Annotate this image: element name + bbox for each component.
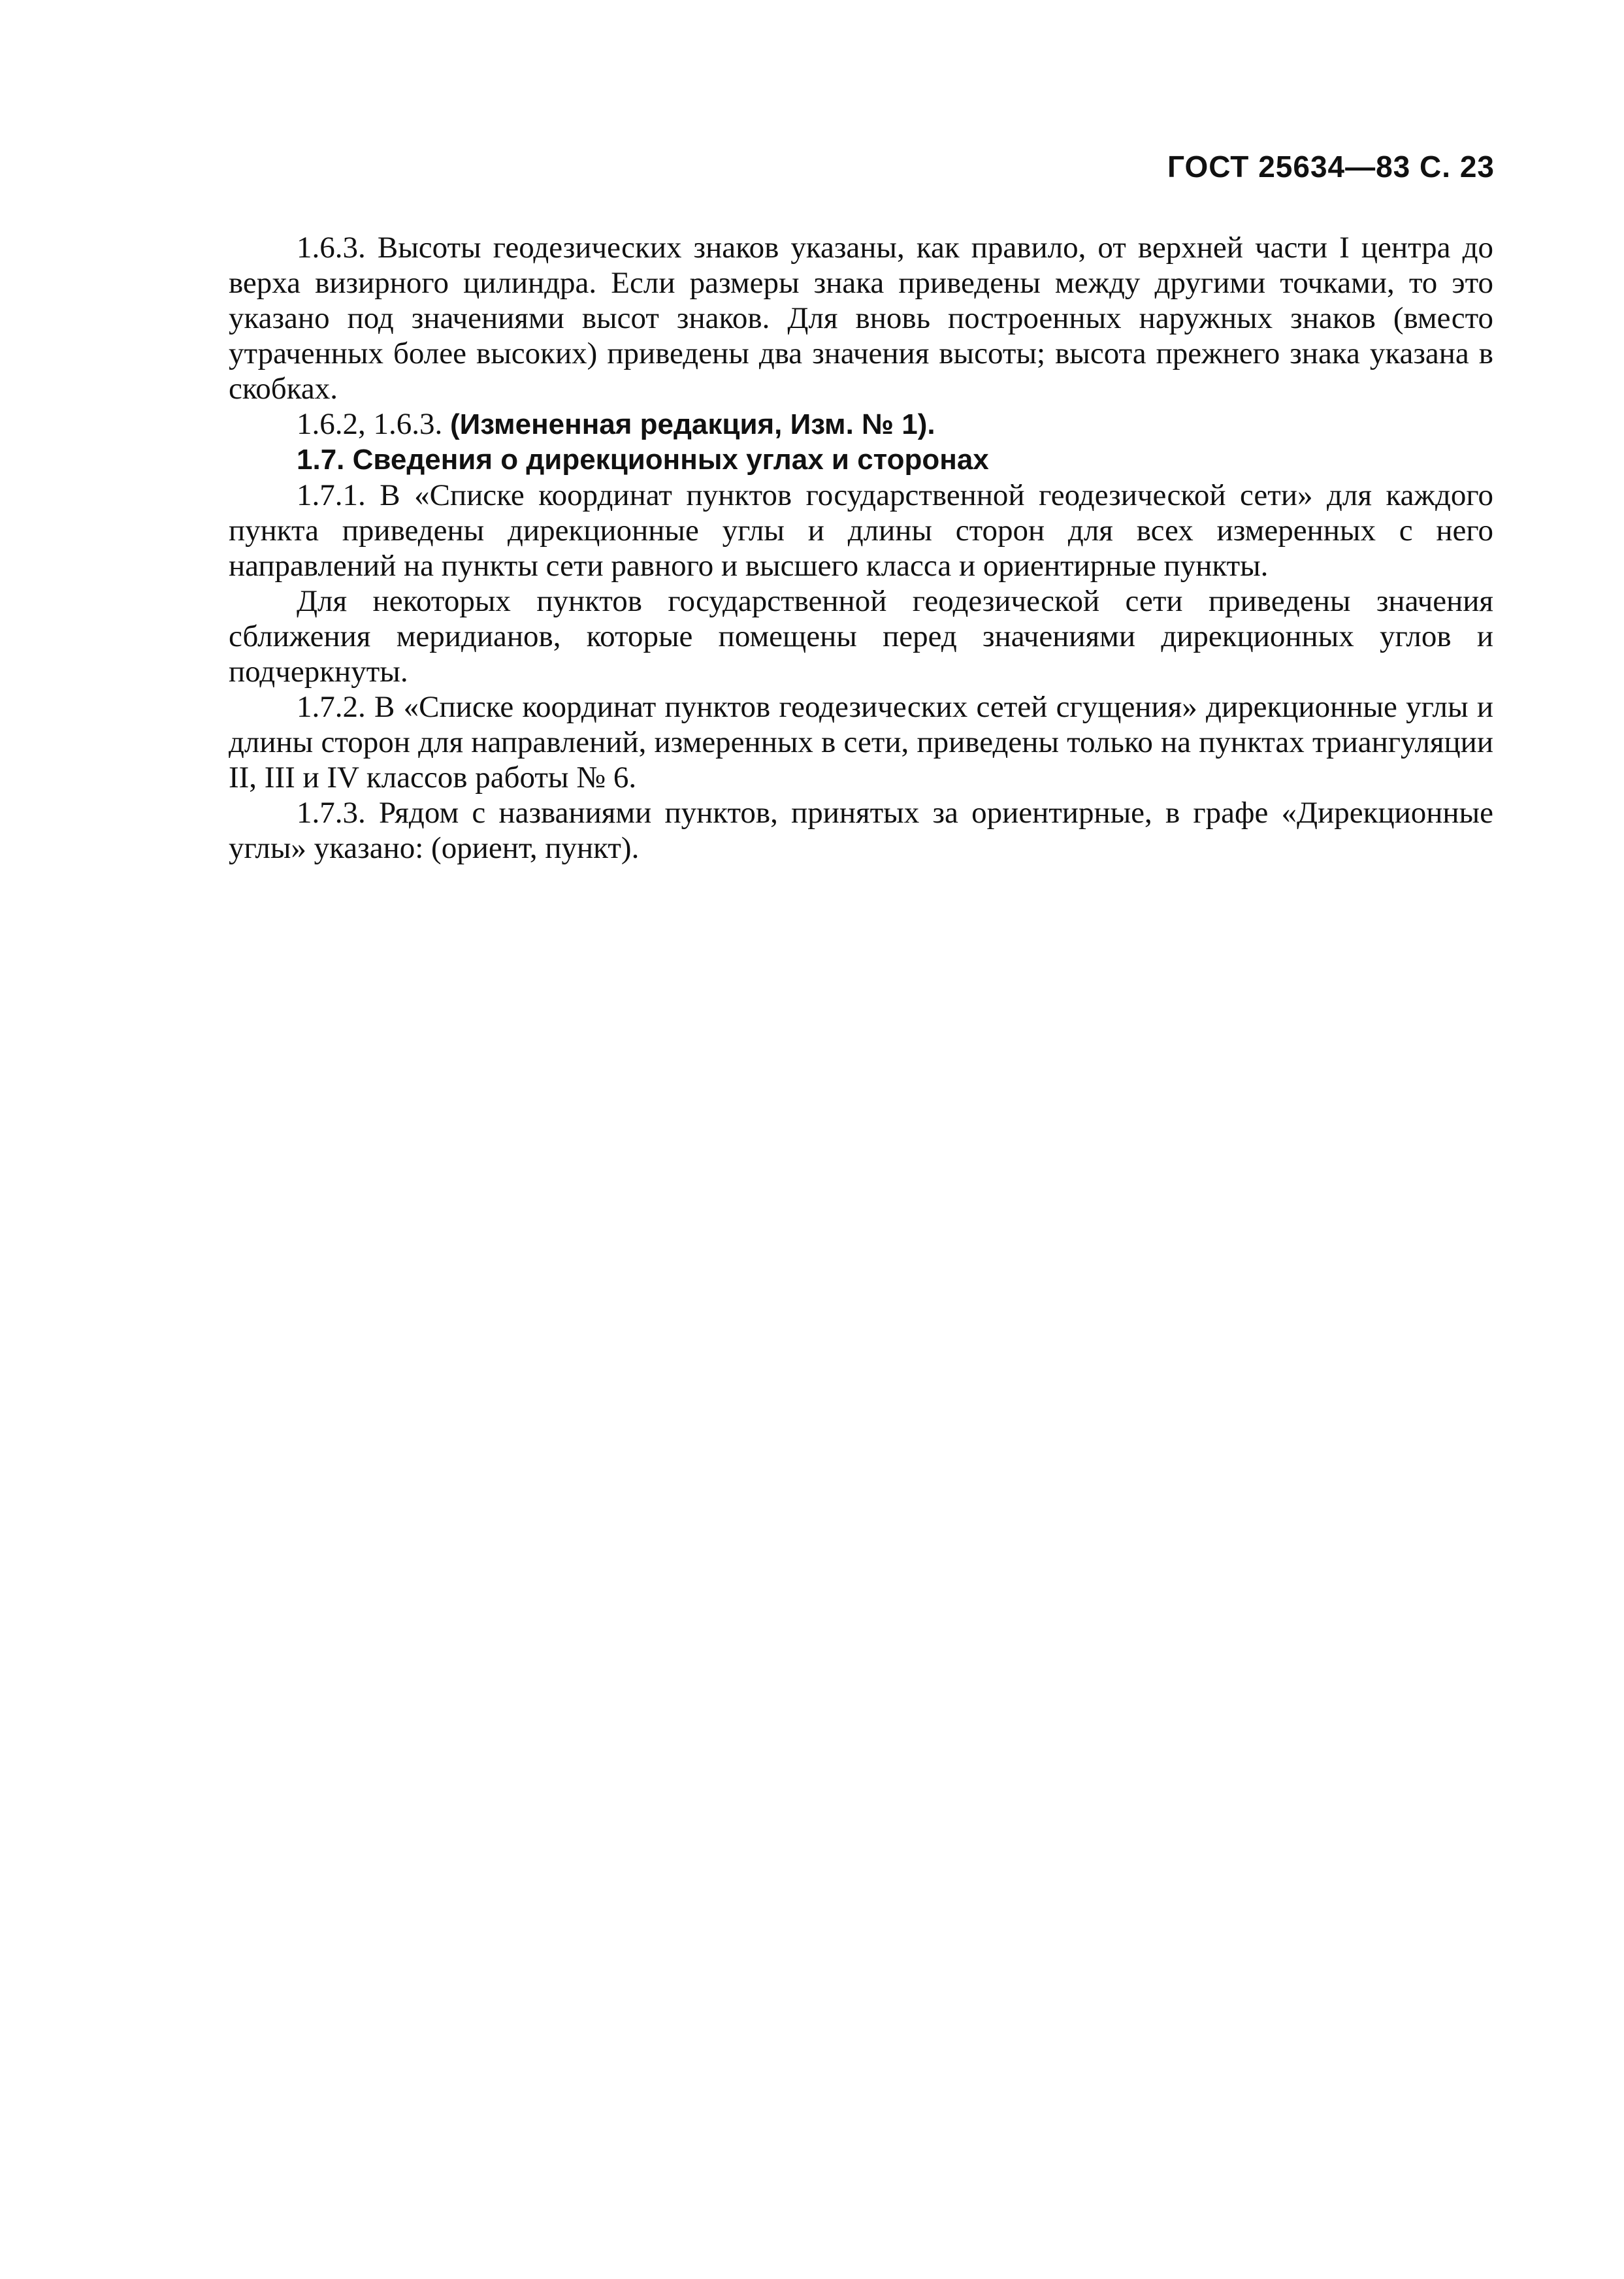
- amendment-clauses: 1.6.2, 1.6.3.: [297, 407, 443, 441]
- paragraph-1-7-2: 1.7.2. В «Списке координат пунктов геодезических сетей сгущения» дирекционные углы и длины сторон для направлений, измеренных в сети, приведены только на пунктах триангуляции II, III и IV классов работы № 6.: [229, 690, 1493, 795]
- paragraph-1-7-1-continued: Для некоторых пунктов государственной геодезической сети приведены значения сближения меридианов, которые помещены перед значениями дирекционных углов и подчеркнуты.: [229, 584, 1493, 689]
- paragraph-1-7-3: 1.7.3. Рядом с названиями пунктов, принятых за ориентирные, в графе «Дирекционные углы» указано: (ориент, пункт).: [229, 796, 1493, 865]
- paragraph-1-6-3: 1.6.3. Высоты геодезических знаков указаны, как правило, от верхней части I центра до верха визирного цилиндра. Если размеры знака приведены между другими точками, то это указано под значениями высот знаков. Для вновь построенных наружных знаков (вместо утраченных более высоких) приведены два значения высоты; высота прежнего знака указана в скобках.: [229, 231, 1493, 406]
- section-heading-1-7: 1.7. Сведения о дирекционных углах и сторонах: [297, 444, 989, 476]
- amendment-label: (Измененная редакция, Изм. № 1).: [450, 408, 935, 440]
- amendment-note: [229, 406, 1493, 442]
- page-header: ГОСТ 25634—83 С. 23: [1167, 150, 1495, 184]
- document-body: [229, 230, 1493, 866]
- paragraph-1-7-1: 1.7.1. В «Списке координат пунктов государственной геодезической сети» для каждого пункта приведены дирекционные углы и длины сторон для всех измеренных с него направлений на пункты сети равного и высшего класса и ориентирные пункты.: [229, 478, 1493, 583]
